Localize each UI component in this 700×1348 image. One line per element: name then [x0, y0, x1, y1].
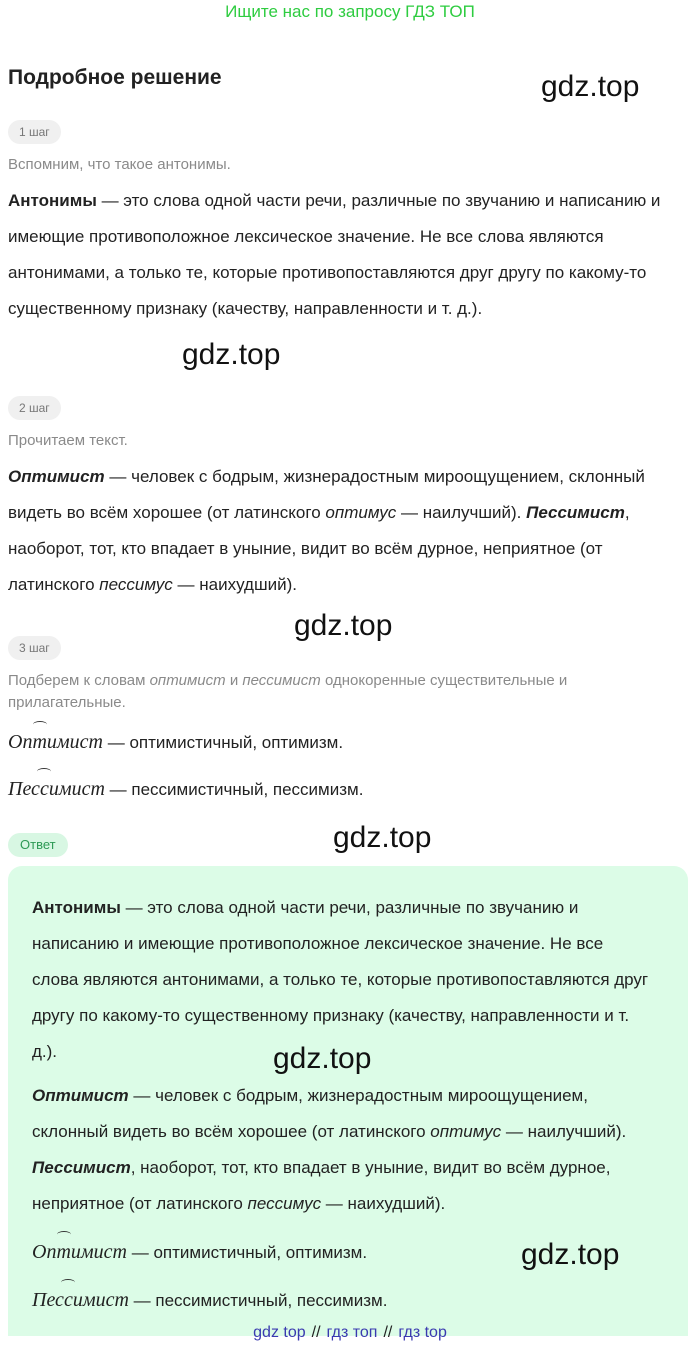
term-optimus: оптимус [430, 1122, 502, 1141]
term-pessimus: пессимус [99, 575, 173, 594]
root-mark [56, 1240, 70, 1264]
term-optimus: оптимус [325, 503, 397, 522]
step-1-definition [8, 183, 688, 327]
answer-morph-pessimist [32, 1288, 652, 1313]
text-segment: — наихудший). [321, 1194, 446, 1213]
text-segment: , наоборот, тот, кто впадает в уныние, видит во всём дурное, неприятное (от латинского [32, 1158, 611, 1213]
text-segment: — наихудший). [172, 575, 297, 594]
watermark: gdz.top [521, 1238, 620, 1271]
morph-optimist-line [8, 730, 688, 755]
footer-separator: // [383, 1324, 393, 1341]
term-pessimus: пессимус [247, 1194, 322, 1213]
root-mark [64, 1288, 73, 1312]
word-part: Пес [32, 1289, 64, 1311]
footer-separator: // [311, 1324, 321, 1341]
term-pessimist: Пессимист [32, 1158, 131, 1177]
footer-link-gdz-top[interactable]: gdz top [253, 1324, 306, 1341]
term-optimist: Оптимист [32, 1086, 129, 1105]
word-part: с [63, 1289, 73, 1311]
text-segment: , наоборот, тот, кто впадает в уныние, видит во всём дурное, неприятное (от латинского [8, 503, 630, 594]
word-part: т [56, 1241, 71, 1263]
related-words: — пессимистичный, пессимизм. [104, 780, 364, 799]
root-arc-icon [33, 721, 47, 728]
text-segment: — наилучший). [396, 503, 527, 522]
watermark: gdz.top [182, 338, 281, 371]
root-arc-icon [61, 1279, 75, 1286]
root-mark [32, 730, 46, 754]
word-part: имист [46, 731, 103, 753]
text-segment: — наилучший). [501, 1122, 627, 1141]
morph-word-pessimist [8, 778, 105, 800]
text-segment: Подберем к словам [8, 672, 150, 689]
word-part: с [39, 778, 49, 800]
text-segment: — человек с бодрым, жизнерадостным мироощущением, склонный видеть во всём хорошее (от латинского [32, 1086, 588, 1141]
definition-text: — это слова одной части речи, различные по звучанию и написанию и имеющие противоположное лексическое значение. Не все слова являются антонимами, а только те, которые противопоставляются друг другу по какому-то существенному признаку (качеству, направленности и т. д.). [32, 898, 649, 1061]
footer-links [0, 1322, 700, 1344]
watermark: gdz.top [294, 609, 393, 642]
word-part: Оп [8, 731, 33, 753]
watermark: gdz.top [541, 70, 640, 103]
step-3-intro [8, 670, 688, 714]
watermark: gdz.top [273, 1042, 372, 1075]
page-title: Подробное решение [8, 66, 222, 89]
answer-text [32, 1078, 652, 1222]
word-part: имист [72, 1289, 129, 1311]
text-segment: — человек с бодрым, жизнерадостным мироощущением, склонный видеть во всём хорошее (от латинского [8, 467, 645, 522]
step-3-badge: 3 шаг [8, 636, 61, 660]
term-pessimist: пессимист [242, 672, 321, 689]
related-words: — пессимистичный, пессимизм. [128, 1291, 388, 1310]
step-1-intro: Вспомним, что такое антонимы. [8, 156, 231, 173]
word-part: имист [70, 1241, 127, 1263]
definition-text: — это слова одной части речи, различные по звучанию и написанию и имеющие противоположное лексическое значение. Не все слова являются антонимами, а только те, которые противопоставляются друг другу по какому-то существенному признаку (качеству, направленности и т. д.). [8, 191, 661, 318]
related-words: — оптимистичный, оптимизм. [127, 1243, 368, 1262]
text-segment: однокоренные существительные и прилагательные. [8, 672, 568, 711]
morph-word-optimist [8, 731, 103, 753]
related-words: — оптимистичный, оптимизм. [103, 733, 344, 752]
footer-link-gdz-top-ru[interactable]: гдз топ [326, 1324, 378, 1341]
text-segment: и [225, 672, 243, 689]
word-part: имист [48, 778, 105, 800]
search-banner: Ищите нас по запросу ГДЗ ТОП [225, 2, 475, 21]
word-part: Оп [32, 1241, 57, 1263]
term-optimist: Оптимист [8, 467, 105, 486]
term-optimist: оптимист [149, 672, 226, 689]
morph-word-optimist [32, 1241, 127, 1263]
term-antonyms: Антонимы [8, 191, 97, 210]
step-2-badge: 2 шаг [8, 396, 61, 420]
term-pessimist: Пессимист [526, 503, 625, 522]
footer-link-gdz-top-mixed[interactable]: гдз top [398, 1324, 447, 1341]
word-part: Пес [8, 778, 40, 800]
answer-badge: Ответ [8, 833, 68, 857]
step-1-badge: 1 шаг [8, 120, 61, 144]
root-arc-icon [57, 1231, 71, 1238]
step-2-text [8, 459, 688, 603]
morph-pessimist-line [8, 777, 688, 802]
root-mark [40, 777, 49, 801]
watermark: gdz.top [333, 821, 432, 854]
term-antonyms: Антонимы [32, 898, 121, 917]
root-arc-icon [37, 768, 51, 775]
step-2-intro: Прочитаем текст. [8, 432, 128, 449]
morph-word-pessimist [32, 1289, 129, 1311]
word-part: т [32, 731, 47, 753]
